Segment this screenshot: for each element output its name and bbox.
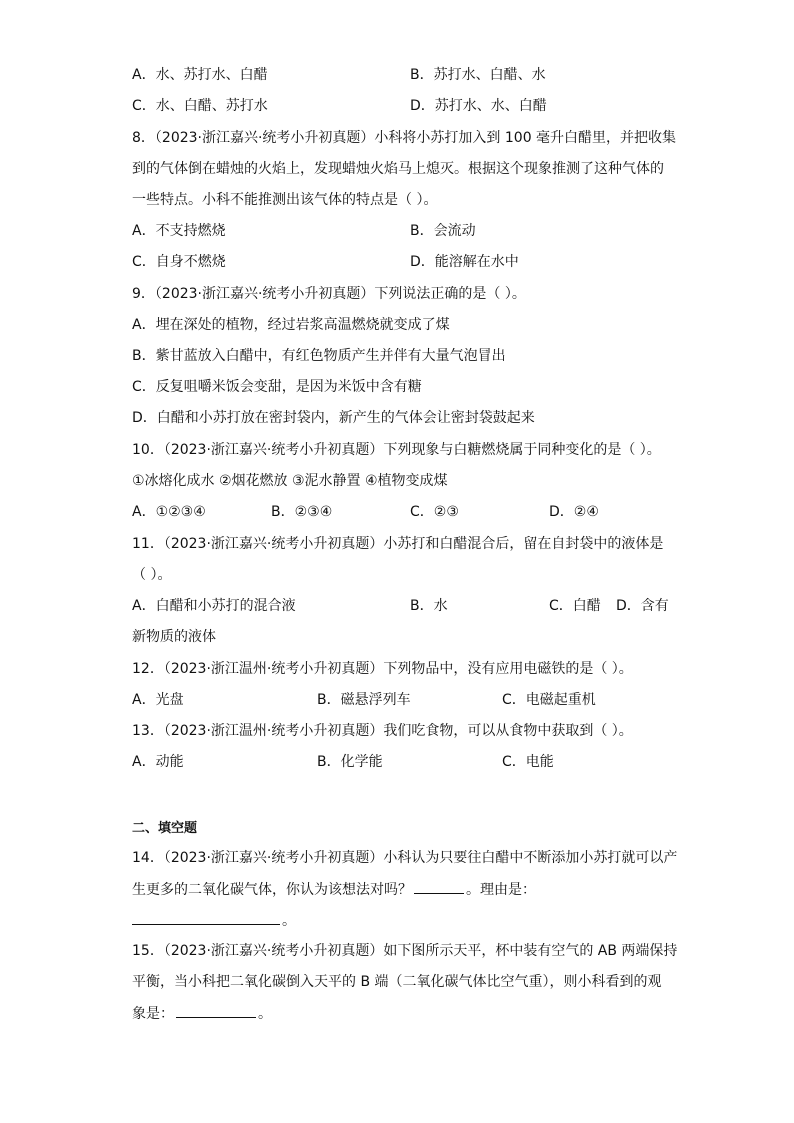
q7-option-c: C．水、白醋、苏打水 xyxy=(132,98,268,114)
q8-stem-line-3: 一些特点。小科不能推测出该气体的特点是（ ）。 xyxy=(132,192,438,208)
q15-line-2: 平衡，当小科把二氧化碳倒入天平的 B 端（二氧化碳气体比空气重），则小科看到的观 xyxy=(132,974,662,990)
q14-line-3 xyxy=(132,910,296,931)
q12-option-b: B．磁悬浮列车 xyxy=(317,692,411,708)
q14-line-2-text-b: 。理由是： xyxy=(466,882,536,898)
q15-answer-blank[interactable] xyxy=(176,1003,256,1018)
q10-stem: 10．（2023·浙江嘉兴·统考小升初真题）下列现象与白糖燃烧属于同种变化的是（ ）。 xyxy=(132,442,661,458)
q8-stem-line-2: 到的气体倒在蜡烛的火焰上，发现蜡烛火焰马上熄灭。根据这个现象推测了这种气体的 xyxy=(132,161,664,177)
q14-line-3-text: 。 xyxy=(282,913,296,929)
q13-option-c: C．电能 xyxy=(502,754,554,770)
q15-line-1: 15．（2023·浙江嘉兴·统考小升初真题）如下图所示天平，杯中装有空气的 AB 两端保持 xyxy=(132,943,678,959)
q7-option-a: A．水、苏打水、白醋 xyxy=(132,67,268,83)
q11-stem: 11．（2023·浙江嘉兴·统考小升初真题）小苏打和白醋混合后，留在自封袋中的液体是 xyxy=(132,536,664,552)
q14-line-2-text: 生更多的二氧化碳气体，你认为该想法对吗？ xyxy=(132,882,412,898)
q11-option-c: C．白醋 xyxy=(549,598,601,614)
q10-option-b: B．②③④ xyxy=(271,504,333,520)
q9-option-a: A．埋在深处的植物，经过岩浆高温燃烧就变成了煤 xyxy=(132,317,450,333)
q8-option-b: B．会流动 xyxy=(410,223,476,239)
q12-stem: 12．（2023·浙江温州·统考小升初真题）下列物品中，没有应用电磁铁的是（ ）。 xyxy=(132,661,633,677)
q15-line-3-text: 象是： xyxy=(132,1006,174,1022)
q11-option-d: D．含有 xyxy=(616,598,669,614)
q9-stem: 9．（2023·浙江嘉兴·统考小升初真题）下列说法正确的是（ ）。 xyxy=(132,286,526,302)
q13-option-b: B．化学能 xyxy=(317,754,383,770)
q15-line-3 xyxy=(132,1003,272,1024)
q14-answer-blank-1[interactable] xyxy=(414,879,464,894)
q7-option-b: B．苏打水、白醋、水 xyxy=(410,67,546,83)
q11-stem-2: （ ）。 xyxy=(132,567,172,583)
q15-line-3-end: 。 xyxy=(258,1006,272,1022)
q11-option-a: A．白醋和小苏打的混合液 xyxy=(132,598,296,614)
q14-line-2 xyxy=(132,879,536,900)
q10-option-c: C．②③ xyxy=(410,504,459,520)
q8-stem-line-1: 8．（2023·浙江嘉兴·统考小升初真题）小科将小苏打加入到 100 毫升白醋里，并把收集 xyxy=(132,130,677,146)
q8-option-a: A．不支持燃烧 xyxy=(132,223,226,239)
q14-answer-blank-2[interactable] xyxy=(132,910,280,925)
q12-option-c: C．电磁起重机 xyxy=(502,692,596,708)
q14-line-1: 14．（2023·浙江嘉兴·统考小升初真题）小科认为只要往白醋中不断添加小苏打就可以产 xyxy=(132,850,678,866)
q8-option-d: D．能溶解在水中 xyxy=(410,254,519,270)
q10-items: ①冰熔化成水 ②烟花燃放 ③泥水静置 ④植物变成煤 xyxy=(132,473,448,489)
section-title: 二、填空题 xyxy=(132,821,198,836)
q9-option-c: C．反复咀嚼米饭会变甜，是因为米饭中含有糖 xyxy=(132,379,422,395)
q12-option-a: A．光盘 xyxy=(132,692,184,708)
q9-option-b: B．紫甘蓝放入白醋中，有红色物质产生并伴有大量气泡冒出 xyxy=(132,348,506,364)
q11-option-d-continued: 新物质的液体 xyxy=(132,629,216,645)
q13-stem: 13．（2023·浙江温州·统考小升初真题）我们吃食物，可以从食物中获取到（ ）。 xyxy=(132,723,633,739)
q7-option-d: D．苏打水、水、白醋 xyxy=(410,98,547,114)
q10-option-d: D．②④ xyxy=(549,504,599,520)
q8-option-c: C．自身不燃烧 xyxy=(132,254,226,270)
q13-option-a: A．动能 xyxy=(132,754,184,770)
q9-option-d: D．白醋和小苏打放在密封袋内，新产生的气体会让密封袋鼓起来 xyxy=(132,410,535,426)
q10-option-a: A．①②③④ xyxy=(132,504,206,520)
q11-option-b: B．水 xyxy=(410,598,448,614)
